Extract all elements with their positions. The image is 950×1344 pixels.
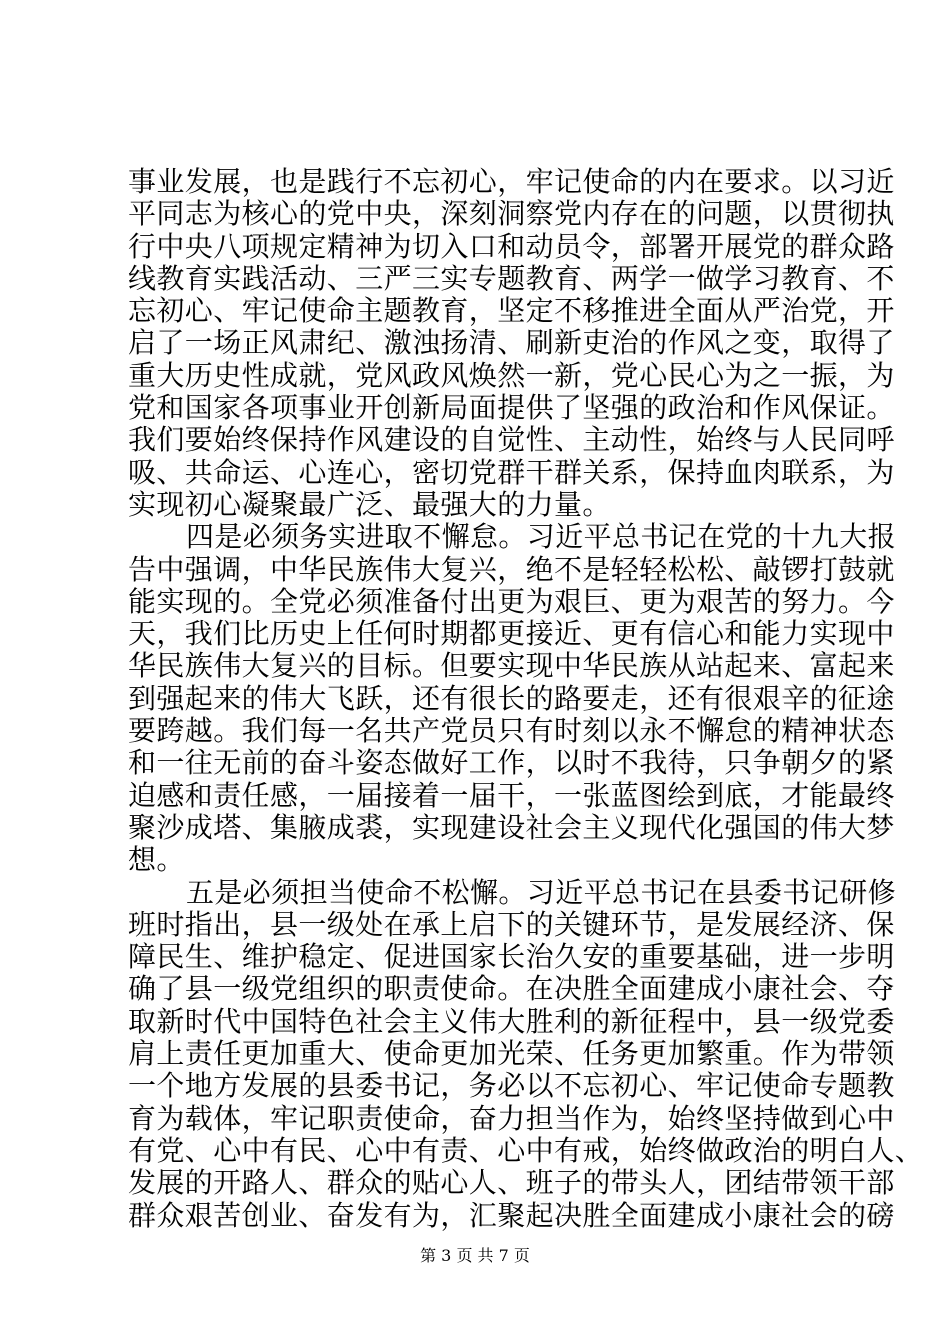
text-line: 能实现的。全党必须准备付出更为艰巨、更为艰苦的努力。今 — [128, 584, 895, 618]
text-line: 育为载体，牢记职责使命，奋力担当作为，始终坚持做到心中 — [128, 1101, 895, 1135]
text-line: 班时指出，县一级处在承上启下的关键环节，是发展经济、保 — [128, 907, 895, 941]
text-line: 忘初心、牢记使命主题教育，坚定不移推进全面从严治党，开 — [128, 294, 895, 328]
text-line: 到强起来的伟大飞跃，还有很长的路要走，还有很艰辛的征途 — [128, 681, 895, 715]
text-line: 五是必须担当使命不松懈。习近平总书记在县委书记研修 — [186, 875, 897, 909]
text-line: 党和国家各项事业开创新局面提供了坚强的政治和作风保证。 — [128, 391, 895, 425]
text-line: 想。 — [128, 843, 185, 877]
text-line: 告中强调，中华民族伟大复兴，绝不是轻轻松松、敲锣打鼓就 — [128, 552, 895, 586]
text-line: 和一往无前的奋斗姿态做好工作，以时不我待，只争朝夕的紧 — [128, 746, 895, 780]
text-line: 肩上责任更加重大、使命更加光荣、任务更加繁重。作为带领 — [128, 1037, 895, 1071]
text-line: 四是必须务实进取不懈怠。习近平总书记在党的十九大报 — [186, 520, 897, 554]
text-line: 确了县一级党组织的职责使命。在决胜全面建成小康社会、夺 — [128, 972, 895, 1006]
text-line: 实现初心凝聚最广泛、最强大的力量。 — [128, 487, 611, 521]
text-line: 线教育实践活动、三严三实专题教育、两学一做学习教育、不 — [128, 261, 895, 295]
page-number-footer: 第 3 页 共 7 页 — [420, 1246, 530, 1265]
text-line: 天，我们比历史上任何时期都更接近、更有信心和能力实现中 — [128, 617, 895, 651]
text-line: 有党、心中有民、心中有责、心中有戒，始终做政治的明白人、 — [128, 1133, 924, 1167]
text-line: 事业发展，也是践行不忘初心，牢记使命的内在要求。以习近 — [128, 165, 895, 198]
text-line: 启了一场正风肃纪、激浊扬清、刷新吏治的作风之变，取得了 — [128, 326, 895, 360]
text-line: 平同志为核心的党中央，深刻洞察党内存在的问题，以贯彻执 — [128, 197, 895, 231]
text-line: 聚沙成塔、集腋成裘，实现建设社会主义现代化强国的伟大梦 — [128, 810, 895, 844]
text-line: 重大历史性成就，党风政风焕然一新，党心民心为之一振，为 — [128, 358, 895, 392]
text-line: 发展的开路人、群众的贴心人、班子的带头人，团结带领干部 — [128, 1166, 895, 1200]
text-line: 障民生、维护稳定、促进国家长治久安的重要基础，进一步明 — [128, 940, 895, 974]
text-line: 华民族伟大复兴的目标。但要实现中华民族从站起来、富起来 — [128, 649, 895, 683]
text-line: 要跨越。我们每一名共产党员只有时刻以永不懈怠的精神状态 — [128, 714, 895, 748]
text-line: 迫感和责任感，一届接着一届干，一张蓝图绘到底，才能最终 — [128, 778, 895, 812]
text-line: 我们要始终保持作风建设的自觉性、主动性，始终与人民同呼 — [128, 423, 895, 457]
text-line: 一个地方发展的县委书记，务必以不忘初心、牢记使命专题教 — [128, 1069, 895, 1103]
text-line: 取新时代中国特色社会主义伟大胜利的新征程中，县一级党委 — [128, 1004, 895, 1038]
text-line: 行中央八项规定精神为切入口和动员令，部署开展党的群众路 — [128, 229, 895, 263]
text-line: 吸、共命运、心连心，密切党群干群关系，保持血肉联系，为 — [128, 455, 895, 489]
body-text — [128, 165, 924, 1232]
text-line: 群众艰苦创业、奋发有为，汇聚起决胜全面建成小康社会的磅 — [128, 1198, 895, 1232]
